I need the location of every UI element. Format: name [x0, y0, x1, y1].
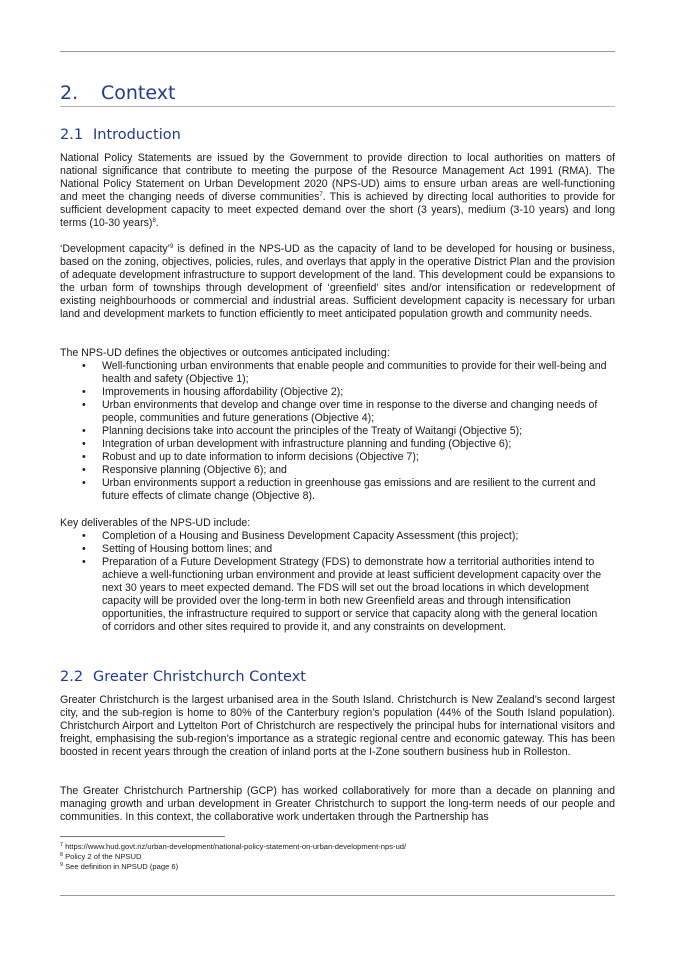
footnote-mark: 8: [60, 852, 64, 858]
footnote-ref-7: 7: [319, 192, 323, 199]
intro-heading: [60, 127, 181, 143]
intro-title: Introduction: [93, 127, 181, 143]
footnote-separator: [60, 836, 225, 837]
gc-paragraph-1: Greater Christchurch is the largest urbanised area in the South Island. Christchurch is New Zealand’s second largest city, and the sub-region is home to 80% of the Canterbury region’s population (44% of the South Island population). Christchurch Airport and Lyttelton Port of Christchurch are respectively the principal hubs for international visitors and freight, emphasising the sub-region’s importance as a strategic regional centre and economic gateway. This has been boosted in recent years through the creation of inland ports at the I-Zone southern business hub in Rolleston.: [60, 694, 615, 759]
list-item: • Setting of Housing bottom lines; and: [60, 543, 615, 556]
list-item: • Preparation of a Future Development Strategy (FDS) to demonstrate how a territorial authorities intend to achieve a well-functioning urban environment and provide at least sufficient development capacity over the next 30 years to meet expected demand. The FDS will set out the broad locations in which development capacity will be provided over the long-term in both new Greenfield areas and through intensification opportunities, the infrastructure required to support or service that capacity along with the general location of corridors and other sites required to provide it, and any constraints on development.: [60, 556, 615, 634]
list-item: • Responsive planning (Objective 6); and: [60, 464, 615, 477]
objectives-intro: The NPS-UD defines the objectives or outcomes anticipated including:: [60, 347, 390, 359]
footnote-8: [60, 851, 141, 861]
list-item: • Integration of urban development with infrastructure planning and funding (Objective 6);: [60, 438, 615, 451]
footnote-ref-9: 9: [170, 244, 174, 250]
list-item: • Robust and up to date information to inform decisions (Objective 7);: [60, 451, 615, 464]
list-item: • Planning decisions take into account the principles of the Treaty of Waitangi (Objective 5);: [60, 425, 615, 438]
gc-heading: [60, 669, 306, 685]
list-item: • Urban environments that develop and change over time in response to the diverse and changing needs of people, communities and future generations (Objective 4);: [60, 399, 615, 425]
intro-paragraph-1: [60, 152, 615, 230]
footnote-9: [60, 861, 178, 871]
intro-p1-end: .: [155, 217, 159, 230]
intro-p2-text: is defined in the NPS-UD as the capacity of land to be developed for housing or business, based on the zoning, objectives, policies, rules, and overlays that apply in the operative District Plan and the provision of adequate development infrastructure to support development of the land. This development could be expansions to the urban form of townships through development of ‘greenfield’ sites and/or intensification or redevelopment of existing neighbourhoods or commercial and industrial areas. Sufficient development capacity is necessary for urban land and development markets to function efficiently to meet anticipated population growth and community needs.: [60, 243, 616, 321]
list-item: • Improvements in housing affordability (Objective 2);: [60, 386, 615, 399]
gc-number: 2.2: [60, 669, 84, 685]
section-number: 2.: [60, 82, 79, 104]
list-item: • Completion of a Housing and Business Development Capacity Assessment (this project);: [60, 530, 615, 543]
footnote-ref-8: 8: [152, 218, 156, 225]
footnote-text: https://www.hud.govt.nz/urban-development/national-policy-statement-on-urban-development-nps-ud/: [65, 842, 407, 851]
gc-title: Greater Christchurch Context: [93, 669, 306, 685]
deliverables-list: [60, 530, 615, 634]
footnote-text: Policy 2 of the NPSUD: [65, 852, 142, 861]
header-rule: [60, 51, 615, 52]
footnote-7: [60, 841, 406, 851]
footnote-text: See definition in NPSUD (page 6): [65, 862, 179, 871]
list-item: • Well-functioning urban environments that enable people and communities to provide for their well-being and health and safety (Objective 1);: [60, 360, 615, 386]
intro-p1-text: National Policy Statements are issued by the Government to provide direction to local authorities on matters of national significance that contribute to meeting the purpose of the Resource Management Act 1991 (RMA). The National Policy Statement on Urban Development 2020 (NPS-UD) aims to ensure urban areas are well-functioning and meet the changing needs of diverse communities: [60, 152, 615, 204]
footnote-mark: 9: [60, 862, 64, 868]
intro-paragraph-2: [60, 243, 615, 321]
gc-paragraph-2: The Greater Christchurch Partnership (GCP) has worked collaboratively for more than a decade on planning and managing growth and urban development in Greater Christchurch to support the long-term needs of our people and communities. In this context, the collaborative work undertaken through the Partnership has: [60, 785, 615, 824]
intro-p2-lead: ‘Development capacity’: [60, 243, 171, 255]
intro-p1-tail: . This is achieved by directing local authorities to provide for sufficient development capacity to meet expected demand over the short (3 years), medium (3-10 years) and long terms (10-30 years): [60, 191, 615, 230]
objectives-list: [60, 360, 615, 504]
deliverables-intro: Key deliverables of the NPS-UD include:: [60, 517, 251, 529]
list-item: • Urban environments support a reduction in greenhouse gas emissions and are resilient to the current and future effects of climate change (Objective 8).: [60, 477, 615, 503]
footer-rule: [60, 895, 615, 896]
intro-number: 2.1: [60, 127, 84, 143]
section-title: Context: [101, 82, 176, 104]
section-heading: [60, 82, 615, 107]
footnote-mark: 7: [60, 842, 64, 848]
